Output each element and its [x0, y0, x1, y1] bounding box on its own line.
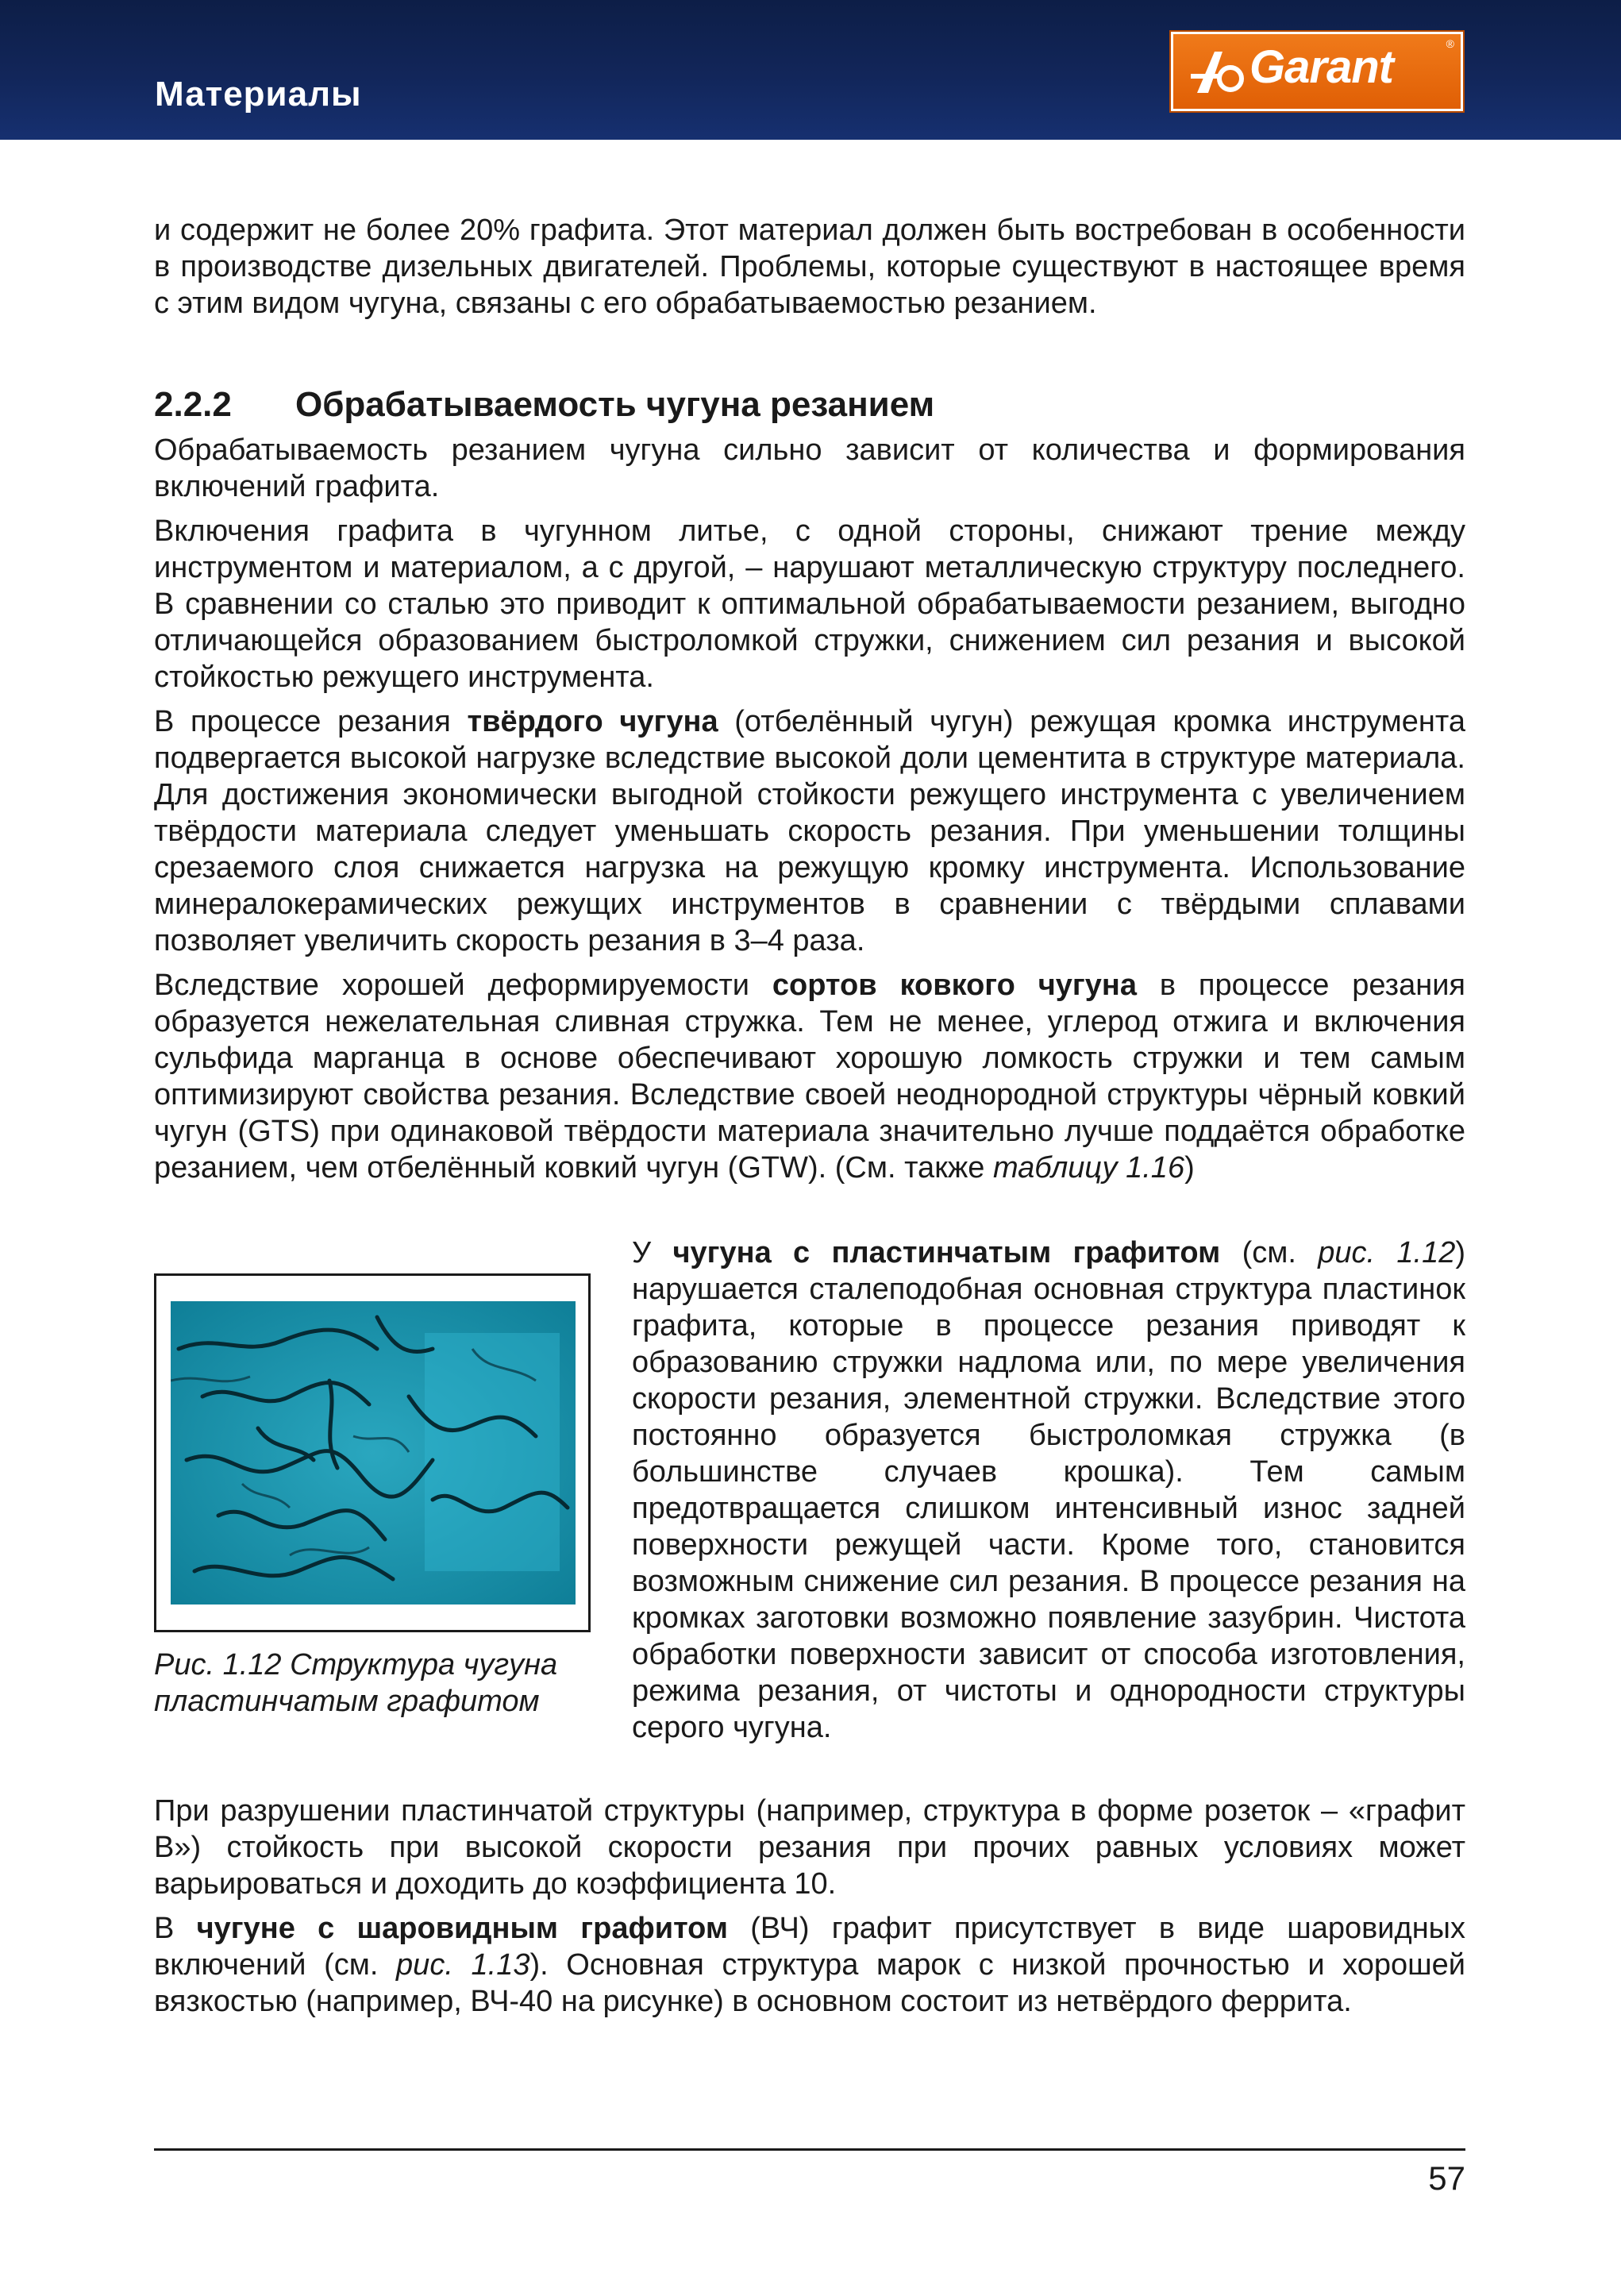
paragraph-7	[154, 1910, 1465, 2020]
figure-reference-link: рис. 1.12	[1318, 1236, 1456, 1269]
table-reference-link: таблицу 1.16	[992, 1151, 1185, 1185]
body-text-bottom	[154, 1793, 1465, 2028]
garant-logo	[1171, 32, 1463, 111]
section-heading	[154, 381, 1465, 429]
paragraph-2: Включения графита в чугунном литье, с одной стороны, снижают трение между инструментом и материалом, а с другой, – нарушают металлическую структуру последнего. В сравнении со сталью это приводит к оптимальной обрабатываемости резанием, выгодно отличающейся образованием быстроломкой стружки, снижением сил резания и высокой стойкостью режущего инструмента.	[154, 514, 1465, 694]
cast-iron-microstructure-image	[171, 1301, 576, 1605]
paragraph-5-text: ) нарушается сталеподобная основная структура пластинок графита, которые в процессе резания приводят к образованию стружки надлома или, по мере увеличения скорости резания, элементной стружки. Вследствие этого постоянно образуется быстроломкая стружка (в большинстве случаев крошка). Тем самым предотвращается слишком интенсивный износ задней поверхности режущей части. Кроме того, становится возможным снижение сил резания. В процессе резания на кромках заготовки возможно появление зазубрин. Чистота обработки поверхности зависит от способа изготовления, режима резания, от чистоты и однородности структуры серого чугуна.	[632, 1236, 1466, 1744]
body-text-main	[154, 432, 1465, 1194]
figure-reference-link: рис. 1.13	[396, 1948, 530, 1982]
paragraph-6: При разрушении пластинчатой структуры (например, структура в форме розеток – «графит В») стойкость при высокой скорости резания при прочих равных условиях может варьироваться и доходить до коэффициента 10.	[154, 1794, 1465, 1901]
paragraph-5-bold: чугуна с пластинчатым графитом	[672, 1236, 1221, 1269]
paragraph-7-bold: чугуне с шаровидным графитом	[196, 1912, 729, 1945]
paragraph-5	[632, 1235, 1465, 1746]
paragraph-4-text: )	[1184, 1151, 1195, 1185]
paragraph-7-text: ). Основная структура марок с низкой прочностью и хорошей вязкостью (например, ВЧ-40 на рисунке) в основном состоит из нетвёрдого феррита.	[154, 1948, 1465, 2018]
page-header	[0, 0, 1621, 140]
section-header-title: Материалы	[155, 75, 362, 114]
registered-mark: ®	[1446, 37, 1454, 50]
logo-text: Garant	[1249, 41, 1393, 93]
intro-paragraph	[154, 212, 1465, 329]
figure-1-12	[154, 1273, 591, 1632]
paragraph-7-text: (ВЧ) графит присутствует в виде шаровидных включений (см.	[154, 1912, 1465, 1982]
paragraph-3	[154, 703, 1465, 959]
paragraph-1: Обрабатываемость резанием чугуна сильно зависит от количества и формирования включений графита.	[154, 433, 1465, 503]
intro-text: и содержит не более 20% графита. Этот материал должен быть востребован в особенности в производстве дизельных двигателей. Проблемы, которые существуют в настоящее время с этим видом чугуна, связаны с его обрабатываемостью резанием.	[154, 214, 1465, 320]
paragraph-4-text: Вследствие хорошей деформируемости	[154, 969, 772, 1002]
paragraph-4-bold: сортов ковкого чугуна	[772, 969, 1137, 1002]
paragraph-3-text: В процессе резания	[154, 705, 468, 738]
paragraph-7-text: В	[154, 1912, 197, 1945]
paragraph-4-text: в процессе резания образуется нежелательная сливная стружка. Тем не менее, углерод отжига и включения сульфида марганца в основе обеспечивают хорошую ломкость стружки и тем самым оптимизируют свойства резания. Вследствие своей неоднородной структуры чёрный ковкий чугун (GTS) при одинаковой твёрдости материала значительно лучше поддаётся обработке резанием, чем отбелённый ковкий чугун (GTW). (См. также	[154, 969, 1466, 1185]
figure-side-text	[632, 1235, 1465, 1746]
paragraph-3-text: (отбелённый чугун) режущая кромка инструмента подвергается высокой нагрузке вследствие высокой доли цементита в структуре материала. Для достижения экономически выгодной стойкости режущего инструмента с увеличением твёрдости материала следует уменьшать скорость резания. При уменьшении толщины срезаемого слоя снижается нагрузка на режущую кромку инструмента. Использование минералокерамических режущих инструментов в сравнении с твёрдыми сплавами позволяет увеличить скорость резания в 3–4 раза.	[154, 705, 1465, 957]
paragraph-5-text: (см.	[1220, 1236, 1319, 1269]
paragraph-3-bold: твёрдого чугуна	[467, 705, 718, 738]
section-title: Обрабатываемость чугуна резанием	[295, 385, 935, 424]
section-number: 2.2.2	[154, 385, 232, 424]
paragraph-5-text: У	[632, 1236, 673, 1269]
logo-mark-icon	[1191, 47, 1246, 96]
page-number: 57	[1428, 2159, 1465, 2197]
footer-divider	[154, 2148, 1465, 2151]
figure-caption: Рис. 1.12 Структура чугуна пластинчатым графитом	[154, 1648, 558, 1718]
paragraph-4	[154, 967, 1465, 1186]
